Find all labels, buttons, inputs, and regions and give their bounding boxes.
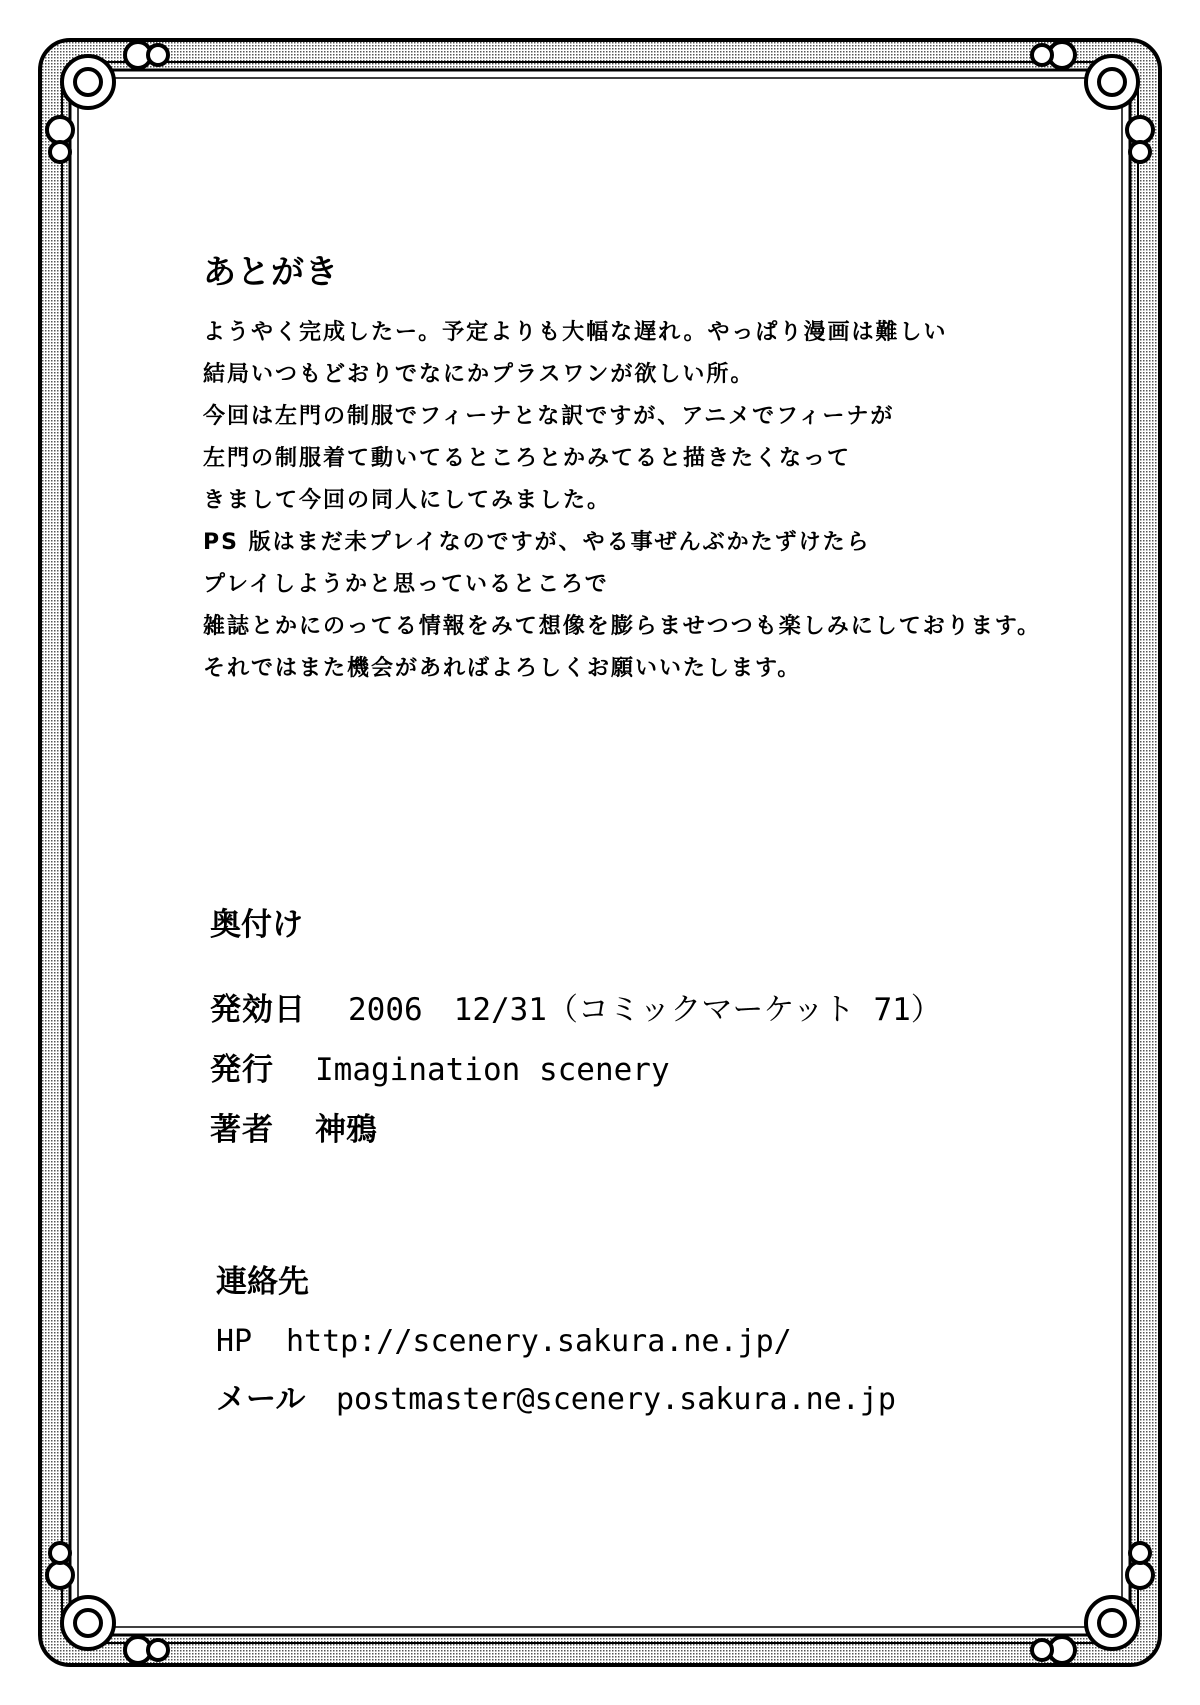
mail-address: postmaster@scenery.sakura.ne.jp xyxy=(336,1382,896,1417)
afterword-line: 今回は左門の制服でフィーナとな訳ですが、アニメでフィーナが xyxy=(203,404,895,429)
date-label: 発効日 xyxy=(210,992,306,1028)
contact-heading: 連絡先 xyxy=(216,1264,309,1300)
hp-url: http://scenery.sakura.ne.jp/ xyxy=(286,1324,792,1359)
contact-mail-row xyxy=(216,1380,896,1420)
publisher-value: Imagination scenery xyxy=(315,1052,670,1088)
publisher-label: 発行 xyxy=(210,1052,274,1088)
colophon-date-row xyxy=(210,990,942,1030)
author-value: 神鴉 xyxy=(315,1112,377,1148)
afterword-line: きまして今回の同人にしてみました。 xyxy=(203,488,612,513)
contact-hp-row xyxy=(216,1322,792,1362)
afterword-heading: あとがき xyxy=(203,252,339,291)
afterword-line: 雑誌とかにのってる情報をみて想像を膨らませつつも楽しみにしております。 xyxy=(203,614,1042,639)
afterword-text xyxy=(203,312,1103,690)
mail-label: メール xyxy=(216,1382,306,1417)
afterword-line: それではまた機会があればよろしくお願いいたします。 xyxy=(203,656,802,681)
afterword-line: 結局いつもどおりでなにかプラスワンが欲しい所。 xyxy=(203,362,755,387)
author-label: 著者 xyxy=(210,1112,274,1148)
colophon-publisher-row xyxy=(210,1050,670,1090)
colophon-heading: 奥付け xyxy=(210,907,303,943)
date-value: 2006 12/31（コミックマーケット 71） xyxy=(348,992,942,1028)
afterword-line: プレイしようかと思っているところで xyxy=(203,572,609,597)
hp-label: HP xyxy=(216,1324,253,1359)
afterword-line: PS 版はまだ未プレイなのですが、やる事ぜんぶかたずけたら xyxy=(203,530,871,555)
afterword-line: 左門の制服着て動いてるところとかみてると描きたくなって xyxy=(203,446,852,471)
afterword-line: ようやく完成したー。予定よりも大幅な遅れ。やっぱり漫画は難しい xyxy=(203,320,948,345)
colophon-author-row xyxy=(210,1110,377,1150)
